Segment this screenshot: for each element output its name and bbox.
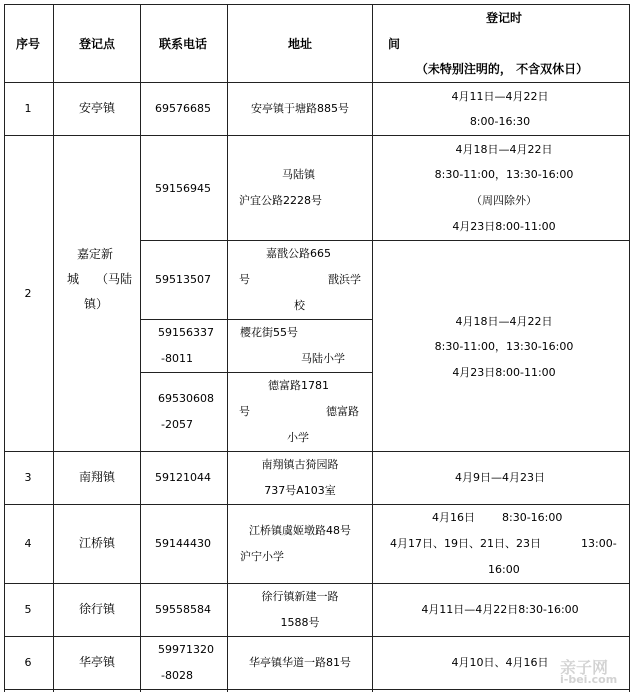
- row-time: 8:30-11:00，13:30-16:00: [434, 340, 574, 353]
- row-time: 4月11日—4月22日: [451, 90, 549, 103]
- row-seq: 6: [24, 656, 32, 669]
- row-divider: [4, 636, 630, 637]
- row-address: 德富路: [326, 405, 359, 418]
- row-phone: 59558584: [155, 603, 211, 616]
- row-address: 号: [239, 405, 250, 418]
- row-address: 戬浜学: [328, 273, 361, 286]
- table-border-right: [629, 4, 630, 692]
- row-site: 华亭镇: [78, 655, 116, 669]
- row-address: 马陆镇: [282, 168, 315, 181]
- header-time-cont: 间: [388, 37, 401, 51]
- subrow-divider: [140, 319, 372, 320]
- row-time: 4月23日8:00-11:00: [452, 220, 556, 233]
- column-divider: [53, 4, 54, 692]
- table-border-left: [4, 4, 5, 692]
- row-time: 4月17日、19日、21日、23日: [390, 537, 541, 550]
- row-address: 嘉戬公路665: [266, 247, 331, 260]
- row-phone: 69576685: [155, 102, 211, 115]
- column-divider: [140, 4, 141, 692]
- subrow-divider: [140, 240, 630, 241]
- header-time-note: （未特别注明的， 不含双休日）: [415, 62, 589, 76]
- row-address: 沪宜公路2228号: [239, 194, 322, 207]
- row-site: （马陆: [96, 272, 133, 286]
- row-address: 小学: [287, 431, 309, 444]
- row-phone: 59156945: [155, 182, 211, 195]
- row-address: 华亭镇华道一路81号: [249, 656, 351, 669]
- subrow-divider: [140, 372, 372, 373]
- watermark: 亲子网: [560, 658, 609, 677]
- row-seq: 1: [24, 102, 32, 115]
- row-site: 城: [67, 272, 80, 286]
- column-divider: [372, 4, 373, 692]
- header-time: 登记时: [485, 11, 523, 25]
- row-time: 8:30-16:00: [502, 511, 563, 524]
- row-seq: 3: [24, 471, 32, 484]
- row-phone: 59156337: [158, 326, 214, 339]
- row-time: 13:00-: [581, 537, 617, 550]
- row-address: 沪宁小学: [240, 550, 284, 563]
- row-address: 马陆小学: [301, 352, 345, 365]
- row-address: 号: [239, 273, 250, 286]
- row-site: 徐行镇: [78, 602, 116, 616]
- row-divider: [4, 135, 630, 136]
- row-divider: [4, 451, 630, 452]
- header-phone: 联系电话: [158, 37, 208, 51]
- row-site: 安亭镇: [78, 101, 116, 115]
- header-seq: 序号: [15, 37, 41, 51]
- row-seq: 2: [24, 287, 32, 300]
- watermark: i-bei.com: [560, 673, 618, 686]
- row-divider: [4, 689, 630, 690]
- row-address: 德富路1781: [268, 379, 329, 392]
- row-phone: 59121044: [155, 471, 211, 484]
- row-time: 4月18日—4月22日: [455, 315, 553, 328]
- header-address: 地址: [287, 37, 313, 51]
- row-time: 4月9日—4月23日: [455, 471, 545, 484]
- row-address: 1588号: [280, 616, 320, 629]
- row-phone: 59513507: [155, 273, 211, 286]
- row-site: 镇）: [84, 297, 109, 311]
- row-time: 4月11日—4月22日8:30-16:00: [421, 603, 579, 616]
- row-time: 8:00-16:30: [469, 115, 531, 128]
- row-divider: [4, 82, 630, 83]
- row-address: 737号A103室: [264, 484, 336, 497]
- table-border-top: [4, 4, 630, 5]
- row-time: 16:00: [488, 563, 520, 576]
- row-time: 4月16日: [432, 511, 475, 524]
- row-site: 嘉定新: [77, 247, 114, 261]
- row-address: 南翔镇古猗园路: [261, 458, 339, 471]
- row-divider: [4, 583, 630, 584]
- row-address: 徐行镇新建一路: [261, 590, 339, 603]
- row-phone: 59144430: [155, 537, 211, 550]
- row-time: （周四除外）: [471, 194, 537, 207]
- row-phone: -2057: [161, 418, 193, 431]
- row-time: 4月18日—4月22日: [455, 143, 553, 156]
- row-address: 安亭镇于塘路885号: [251, 102, 349, 115]
- row-address: 樱花街55号: [240, 326, 298, 339]
- row-seq: 4: [24, 537, 32, 550]
- row-divider: [4, 504, 630, 505]
- row-time: 4月10日、4月16日: [451, 656, 549, 669]
- row-site: 江桥镇: [78, 536, 116, 550]
- row-phone: -8028: [161, 669, 193, 682]
- row-time: 8:30-11:00，13:30-16:00: [434, 168, 574, 181]
- row-time: 4月23日8:00-11:00: [452, 366, 556, 379]
- row-phone: -8011: [161, 352, 193, 365]
- row-address: 江桥镇虞姬墩路48号: [249, 524, 351, 537]
- row-site: 南翔镇: [78, 470, 116, 484]
- column-divider: [227, 4, 228, 692]
- row-address: 校: [294, 299, 305, 312]
- row-seq: 5: [24, 603, 32, 616]
- row-phone: 59971320: [158, 643, 214, 656]
- row-phone: 69530608: [158, 392, 214, 405]
- header-site: 登记点: [78, 37, 116, 51]
